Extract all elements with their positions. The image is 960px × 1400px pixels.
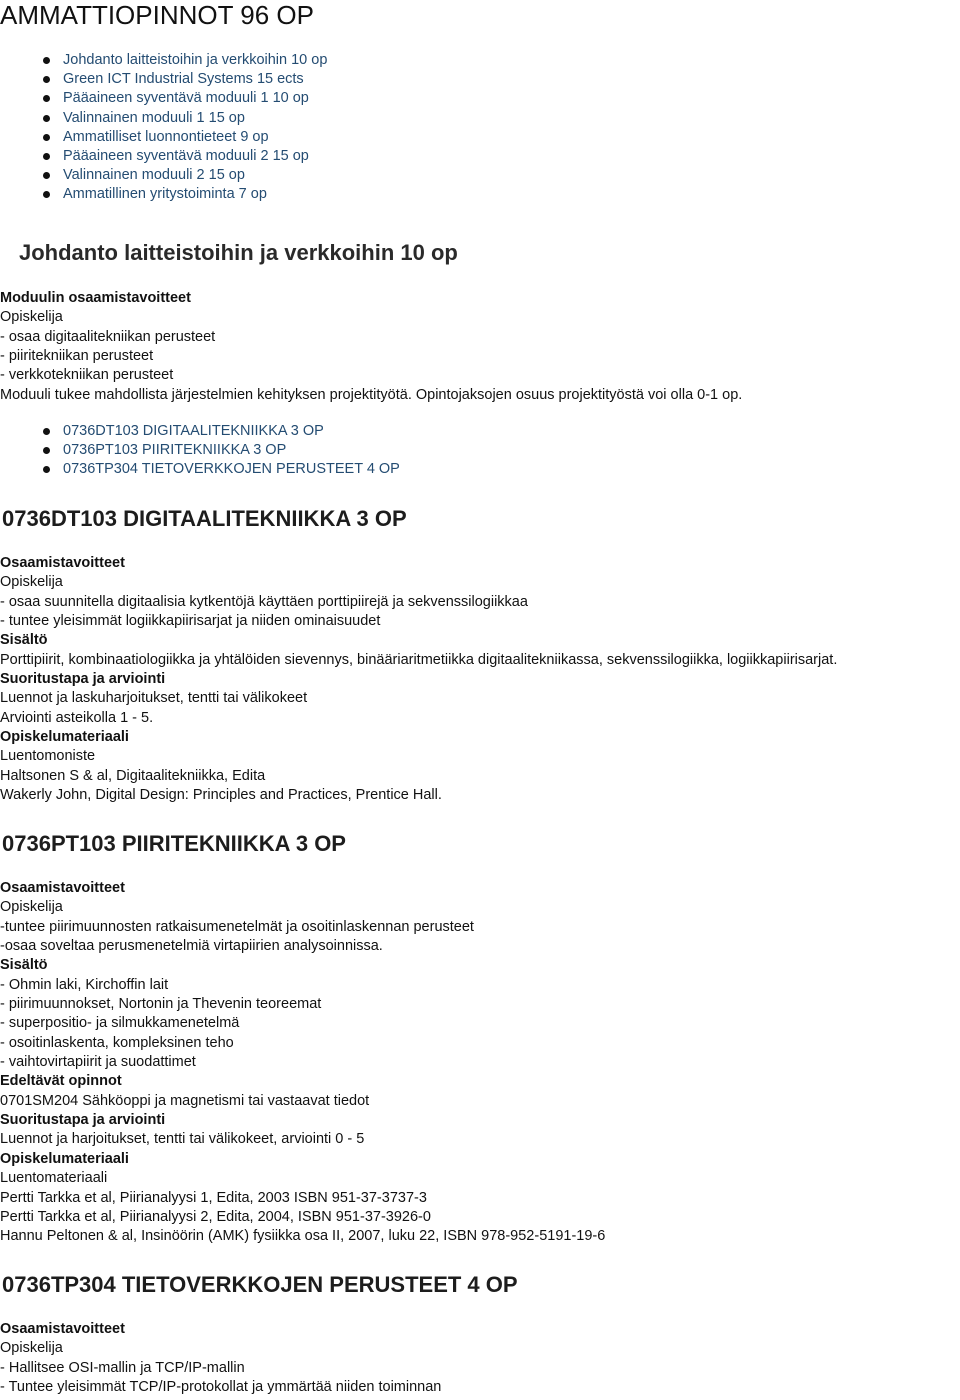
toc-link[interactable]: Valinnainen moduuli 1 15 op	[63, 109, 245, 126]
content-label: Sisältö	[0, 632, 48, 649]
text-line: Arviointi asteikolla 1 - 5.	[0, 709, 154, 726]
course-title-dt: 0736DT103 DIGITAALITEKNIIKKA 3 OP	[2, 506, 407, 531]
text-line: Wakerly John, Digital Design: Principles and Practices, Prentice Hall.	[0, 787, 442, 804]
text-line: 0701SM204 Sähköoppi ja magnetismi tai vastaavat tiedot	[0, 1092, 370, 1109]
text-line: - osoitinlaskenta, kompleksinen teho	[0, 1034, 234, 1051]
course-link[interactable]: 0736PT103 PIIRITEKNIIKKA 3 OP	[63, 442, 287, 459]
text-line: - superpositio- ja silmukkamenetelmä	[0, 1015, 240, 1032]
toc-link[interactable]: Johdanto laitteistoihin ja verkkoihin 10 op	[63, 52, 328, 68]
list-item	[43, 460, 400, 479]
course-dt-body	[0, 554, 960, 805]
list-item	[43, 166, 327, 185]
list-item	[43, 147, 327, 166]
list-item	[43, 89, 327, 108]
course-pt-body	[0, 879, 960, 1247]
materials-label: Opiskelumateriaali	[0, 729, 129, 746]
module-title: Johdanto laitteistoihin ja verkkoihin 10 op	[19, 240, 458, 265]
text-line: Luentomateriaali	[0, 1170, 108, 1187]
course-link[interactable]: 0736TP304 TIETOVERKKOJEN PERUSTEET 4 OP	[63, 461, 400, 478]
toc-link[interactable]: Valinnainen moduuli 2 15 op	[63, 167, 245, 184]
toc-link[interactable]: Ammatilliset luonnontieteet 9 op	[63, 128, 269, 145]
text-line: Porttipiirit, kombinaatiologiikka ja yhtälöiden sievennys, binääriaritmetiikka digitaalitekniikassa, sekvenssilogiikka, logiikkapiirisarjat.	[0, 651, 838, 668]
list-item	[43, 51, 327, 70]
text-line: -osaa soveltaa perusmenetelmiä virtapiirien analysoinnissa.	[0, 938, 383, 955]
list-item	[43, 185, 327, 204]
list-item	[43, 128, 327, 147]
text-line: - osaa suunnitella digitaalisia kytkentöjä käyttäen porttipiirejä ja sekvenssilogiikkaa	[0, 593, 528, 610]
text-line: Hannu Peltonen & al, Insinöörin (AMK) fysiikka osa II, 2007, luku 22, ISBN 978-952-5191-19-6	[0, 1228, 606, 1245]
toc-link[interactable]: Green ICT Industrial Systems 15 ects	[63, 71, 304, 88]
toc-link[interactable]: Ammatillinen yritystoiminta 7 op	[63, 186, 267, 203]
text-line: - piiritekniikan perusteet	[0, 348, 154, 365]
text-line: Luennot ja laskuharjoitukset, tentti tai välikokeet	[0, 690, 308, 707]
student-label: Opiskelija	[0, 574, 63, 591]
text-line: Haltsonen S & al, Digitaalitekniikka, Edita	[0, 767, 266, 784]
objectives-label: Osaamistavoitteet	[0, 880, 125, 896]
toc-list	[43, 51, 327, 205]
course-link[interactable]: 0736DT103 DIGITAALITEKNIIKKA 3 OP	[63, 423, 324, 439]
student-label: Opiskelija	[0, 1340, 63, 1357]
course-title-tp: 0736TP304 TIETOVERKKOJEN PERUSTEET 4 OP	[2, 1272, 518, 1297]
text-line: Moduuli tukee mahdollista järjestelmien kehityksen projektityötä. Opintojaksojen osuus projektityöstä voi olla 0-1 op.	[0, 386, 743, 403]
text-line: Luentomoniste	[0, 748, 96, 765]
text-line: - vaihtovirtapiirit ja suodattimet	[0, 1054, 196, 1071]
text-line: - verkkotekniikan perusteet	[0, 367, 174, 384]
toc-link[interactable]: Pääaineen syventävä moduuli 2 15 op	[63, 148, 309, 165]
module-body	[0, 289, 960, 405]
text-line: - Ohmin laki, Kirchoffin lait	[0, 976, 169, 993]
list-item	[43, 441, 400, 460]
course-tp-body	[0, 1320, 960, 1397]
text-line: Pertti Tarkka et al, Piirianalyysi 1, Edita, 2003 ISBN 951-37-3737-3	[0, 1189, 427, 1206]
student-label: Opiskelija	[0, 309, 63, 326]
objectives-label: Moduulin osaamistavoitteet	[0, 290, 191, 306]
materials-label: Opiskelumateriaali	[0, 1150, 129, 1167]
text-line: - piirimuunnokset, Nortonin ja Thevenin teoreemat	[0, 996, 322, 1013]
list-item	[43, 70, 327, 89]
text-line: - osaa digitaalitekniikan perusteet	[0, 328, 216, 345]
list-item	[43, 109, 327, 128]
list-item	[43, 422, 400, 441]
student-label: Opiskelija	[0, 899, 63, 916]
course-title-pt: 0736PT103 PIIRITEKNIIKKA 3 OP	[2, 831, 346, 856]
course-list	[43, 422, 400, 480]
toc-link[interactable]: Pääaineen syventävä moduuli 1 10 op	[63, 90, 309, 107]
assessment-label: Suoritustapa ja arviointi	[0, 1112, 166, 1129]
text-line: Pertti Tarkka et al, Piirianalyysi 2, Edita, 2004, ISBN 951-37-3926-0	[0, 1208, 431, 1225]
content-label: Sisältö	[0, 957, 48, 974]
page-title: AMMATTIOPINNOT 96 OP	[0, 0, 314, 30]
objectives-label: Osaamistavoitteet	[0, 555, 125, 571]
text-line: - Tuntee yleisimmät TCP/IP-protokollat ja ymmärtää niiden toiminnan	[0, 1379, 442, 1396]
objectives-label: Osaamistavoitteet	[0, 1321, 125, 1337]
text-line: - tuntee yleisimmät logiikkapiirisarjat ja niiden ominaisuudet	[0, 613, 381, 630]
text-line: -tuntee piirimuunnosten ratkaisumenetelmät ja osoitinlaskennan perusteet	[0, 918, 474, 935]
assessment-label: Suoritustapa ja arviointi	[0, 671, 166, 688]
text-line: - Hallitsee OSI-mallin ja TCP/IP-mallin	[0, 1359, 245, 1376]
text-line: Luennot ja harjoitukset, tentti tai välikokeet, arviointi 0 - 5	[0, 1131, 365, 1148]
prereq-label: Edeltävät opinnot	[0, 1073, 122, 1090]
